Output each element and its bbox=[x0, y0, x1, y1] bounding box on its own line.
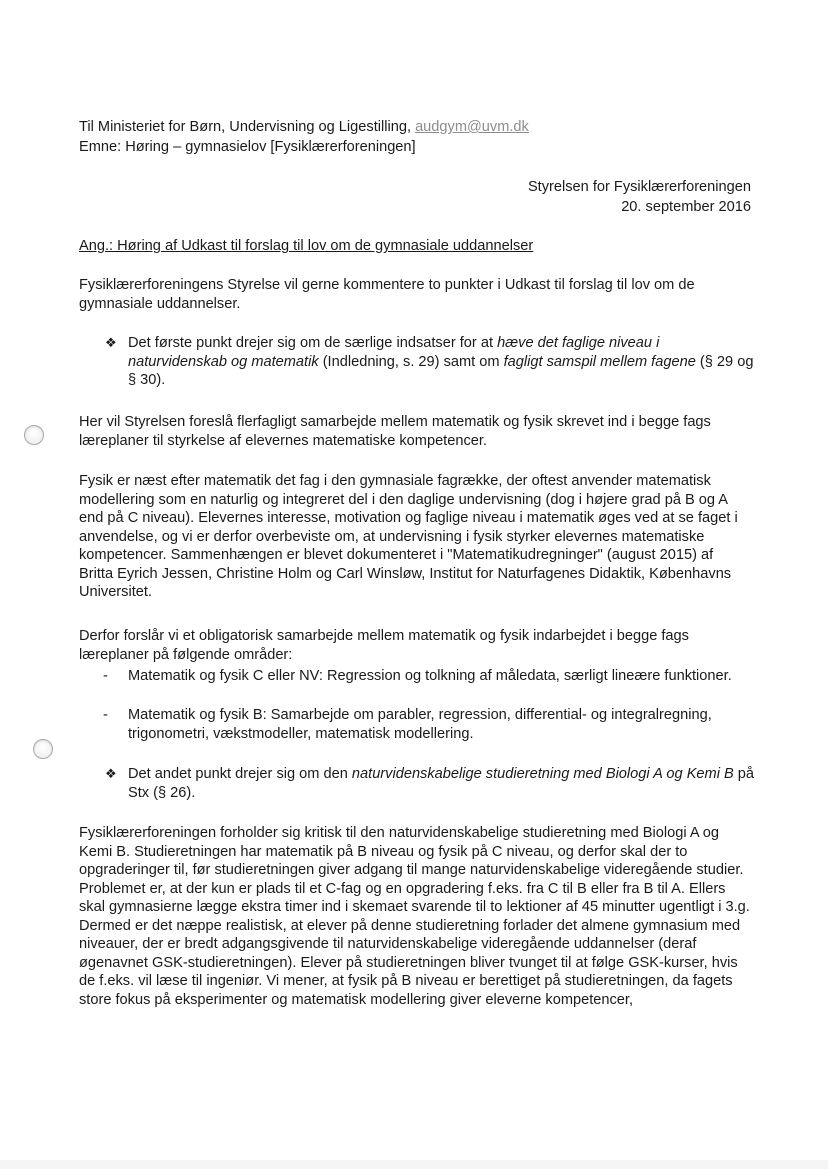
area-item-2-text: Matematik og fysik B: Samarbejde om parabler, regression, differential- og integralregning, trigonometri, vækstmodeller, matematisk modellering. bbox=[128, 707, 712, 742]
area-item-1-text: Matematik og fysik C eller NV: Regression og tolkning af måledata, særligt lineære funktioner. bbox=[128, 668, 732, 684]
dash-bullet: - bbox=[103, 707, 108, 723]
physics-paragraph: Fysik er næst efter matematik det fag i den gymnasiale fagrække, der oftest anvender matematisk modellering som en naturlig og integreret del i den daglige undervisning (dog i højere grad på B og A end på C niveau). Elevernes interesse, motivation og faglige niveau i matematik øges ved at se faget i anvendelse, og vi er derfor overbeviste om, at undervisning i fysik styrker elevernes matematiske kompetencer. Sammenhængen er blevet dokumenteret i "Matematikudregninger" (august 2015) af Britta Eyrich Jessen, Christine Holm og Carl Winsløw, Institut for Naturfagenes Didaktik, Københavns Universitet. bbox=[79, 473, 738, 600]
page-bottom-edge bbox=[0, 1160, 828, 1169]
regarding-heading: Ang.: Høring af Udkast til forslag til lov om de gymnasiale uddannelser bbox=[79, 238, 534, 254]
punch-hole-bottom bbox=[33, 739, 53, 759]
punch-hole-top bbox=[24, 425, 44, 445]
area-item-2 bbox=[103, 706, 753, 743]
recipient-text: Til Ministeriet for Børn, Undervisning og Ligestilling, bbox=[79, 119, 416, 135]
letter-date: 20. september 2016 bbox=[621, 199, 751, 215]
area-item-1 bbox=[103, 667, 753, 686]
areas-paragraph: Derfor forslår vi et obligatorisk samarbejde mellem matematik og fysik indarbejdet i begge fags læreplaner på følgende områder: bbox=[79, 628, 689, 663]
dash-bullet: - bbox=[103, 668, 108, 684]
recipient-email-link[interactable]: audgym@uvm.dk bbox=[415, 119, 529, 135]
proposal-paragraph: Her vil Styrelsen foreslå flerfagligt samarbejde mellem matematik og fysik skrevet ind i begge fags læreplaner til styrkelse af elevernes matematiske kompetencer. bbox=[79, 414, 711, 449]
point-two bbox=[105, 765, 755, 802]
point-one-text: Det første punkt drejer sig om de særlige indsatser for at hæve det faglige niveau i naturvidenskab og matematik (Indledning, s. 29) samt om fagligt samspil mellem fagene (§ 29 og § 30). bbox=[128, 335, 754, 388]
point-one bbox=[105, 334, 755, 390]
subject-line: Emne: Høring – gymnasielov [Fysiklærerforeningen] bbox=[79, 139, 416, 155]
sender-name: Styrelsen for Fysiklærerforeningen bbox=[527, 179, 751, 195]
diamond-bullet-icon: ❖ bbox=[105, 766, 117, 781]
intro-paragraph: Fysiklærerforeningens Styrelse vil gerne kommentere to punkter i Udkast til forslag til lov om de gymnasiale uddannelser. bbox=[79, 277, 695, 312]
diamond-bullet-icon: ❖ bbox=[105, 335, 117, 350]
recipient-line bbox=[79, 118, 751, 137]
point-two-text: Det andet punkt drejer sig om den naturvidenskabelige studieretning med Biologi A og Kemi B på Stx (§ 26). bbox=[128, 766, 755, 801]
final-paragraph: Fysiklærerforeningen forholder sig kritisk til den naturvidenskabelige studieretning med Biologi A og Kemi B. Studieretningen har matematik på B niveau og fysik på C niveau, og derfor skal der to opgraderinger til, før studieretningen giver adgang til mange naturvidenskabelige videregående studier. Problemet er, at der kun er plads til et C-fag og en opgradering f.eks. fra C til B eller fra B til A. Ellers skal gymnasierne lægge ekstra timer ind i skemaet svarende til to lektioner af 45 minutter ugentligt i 3.g. Dermed er det næppe realistisk, at elever på denne studieretning forlader det almene gymnasium med niveauer, der er bredt adgangsgivende til naturvidenskabelige videregående uddannelser (deraf øgenavnet GSK-studieretningen). Elever på studieretningen bliver tvunget til at følge GSK-kurser, hvis de f.eks. vil læse til ingeniør. Vi mener, at fysik på B niveau er berettiget på studieretningen, da fagets store fokus på eksperimenter og matematisk modellering giver eleverne kompetencer, bbox=[79, 825, 750, 1008]
